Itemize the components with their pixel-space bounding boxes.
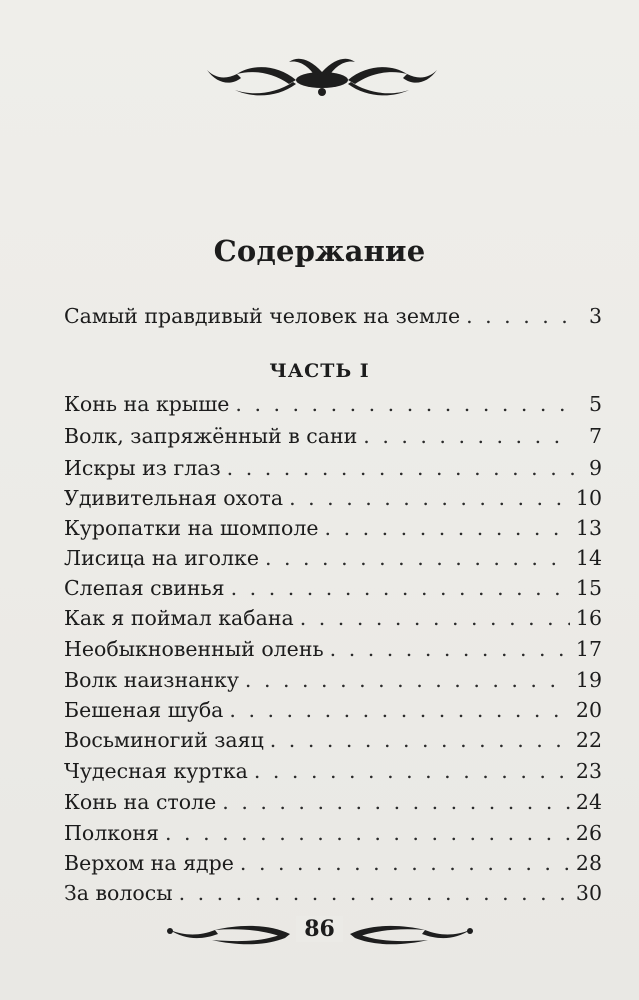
toc-entry-page: 26 (575, 821, 602, 845)
toc-entry[interactable] (64, 698, 602, 726)
page-title: Содержание (213, 234, 426, 268)
toc-entry[interactable] (64, 881, 602, 909)
toc-entry-title: Искры из глаз (64, 456, 221, 480)
leader-dots (222, 790, 570, 814)
toc-entry-title: Лисица на иголке (64, 546, 259, 570)
toc-entry[interactable] (64, 576, 602, 604)
toc-entry-title: Самый правдивый человек на земле (64, 304, 461, 328)
toc-entry[interactable] (64, 546, 602, 574)
toc-entry-title: Чудесная куртка (64, 759, 248, 783)
toc-entry-page: 9 (588, 456, 602, 480)
toc-entry-page: 23 (575, 759, 602, 783)
toc-entry-page: 24 (575, 790, 602, 814)
toc-entry-page: 22 (575, 728, 602, 752)
toc-entry-page: 19 (575, 668, 602, 692)
toc-entry-page: 14 (575, 546, 602, 570)
toc-entry-title: Конь на столе (64, 790, 217, 814)
toc-entry-title: Необыкновенный олень (64, 637, 324, 661)
leader-dots (466, 304, 574, 328)
toc-entry-page: 17 (575, 637, 602, 661)
toc-entry-page: 5 (588, 392, 602, 416)
leader-dots (240, 851, 570, 875)
toc-entry-title: Полконя (64, 821, 159, 845)
toc-entry-title: Конь на крыше (64, 392, 230, 416)
leader-dots (245, 668, 570, 692)
toc-entry-title: Волк наизнанку (64, 668, 239, 692)
toc-entry-page: 10 (575, 486, 602, 510)
top-ornament-icon (197, 50, 447, 105)
toc-entry-title: Слепая свинья (64, 576, 225, 600)
page-number-text: 86 (296, 916, 343, 942)
toc-entry[interactable] (64, 606, 602, 634)
leader-dots (235, 392, 574, 416)
leader-dots (229, 698, 570, 722)
leader-dots (270, 728, 570, 752)
leader-dots (300, 606, 570, 630)
toc-entry[interactable] (64, 728, 602, 756)
toc-entry-title: Верхом на ядре (64, 851, 234, 875)
toc-entry-title: Волк, запряжённый в сани (64, 424, 358, 448)
toc-entry-title: Восьминогий заяц (64, 728, 264, 752)
toc-entry-page: 30 (575, 881, 602, 905)
part-heading: ЧАСТЬ I (269, 360, 370, 382)
toc-entry-title: Как я поймал кабана (64, 606, 294, 630)
leader-dots (165, 821, 570, 845)
toc-entry-page: 13 (575, 516, 602, 540)
toc-entry-title: Бешеная шуба (64, 698, 224, 722)
toc-entry-page: 7 (588, 424, 602, 448)
toc-entry[interactable] (64, 790, 602, 818)
leader-dots (325, 516, 570, 540)
toc-entry[interactable] (64, 486, 602, 514)
page-number (0, 916, 639, 942)
toc-entry[interactable] (64, 759, 602, 787)
toc-entry[interactable] (64, 821, 602, 849)
leader-dots (227, 456, 574, 480)
leader-dots (289, 486, 570, 510)
toc-entry-title: За волосы (64, 881, 173, 905)
toc-entry[interactable] (64, 392, 602, 420)
toc-entry[interactable] (64, 637, 602, 665)
toc-entry-title: Куропатки на шомполе (64, 516, 319, 540)
toc-entry[interactable] (64, 456, 602, 484)
leader-dots (330, 637, 570, 661)
leader-dots (265, 546, 570, 570)
toc-entry[interactable] (64, 516, 602, 544)
toc-entry-page: 28 (575, 851, 602, 875)
toc-entry[interactable] (64, 424, 602, 452)
toc-entry[interactable] (64, 668, 602, 696)
leader-dots (254, 759, 570, 783)
toc-entry-page: 20 (575, 698, 602, 722)
leader-dots (231, 576, 570, 600)
leader-dots (363, 424, 574, 448)
toc-entry-page: 3 (588, 304, 602, 328)
toc-entry-intro[interactable] (64, 304, 602, 332)
toc-entry[interactable] (64, 851, 602, 879)
leader-dots (179, 881, 570, 905)
toc-entry-page: 15 (575, 576, 602, 600)
toc-entry-page: 16 (575, 606, 602, 630)
toc-entry-title: Удивительная охота (64, 486, 284, 510)
